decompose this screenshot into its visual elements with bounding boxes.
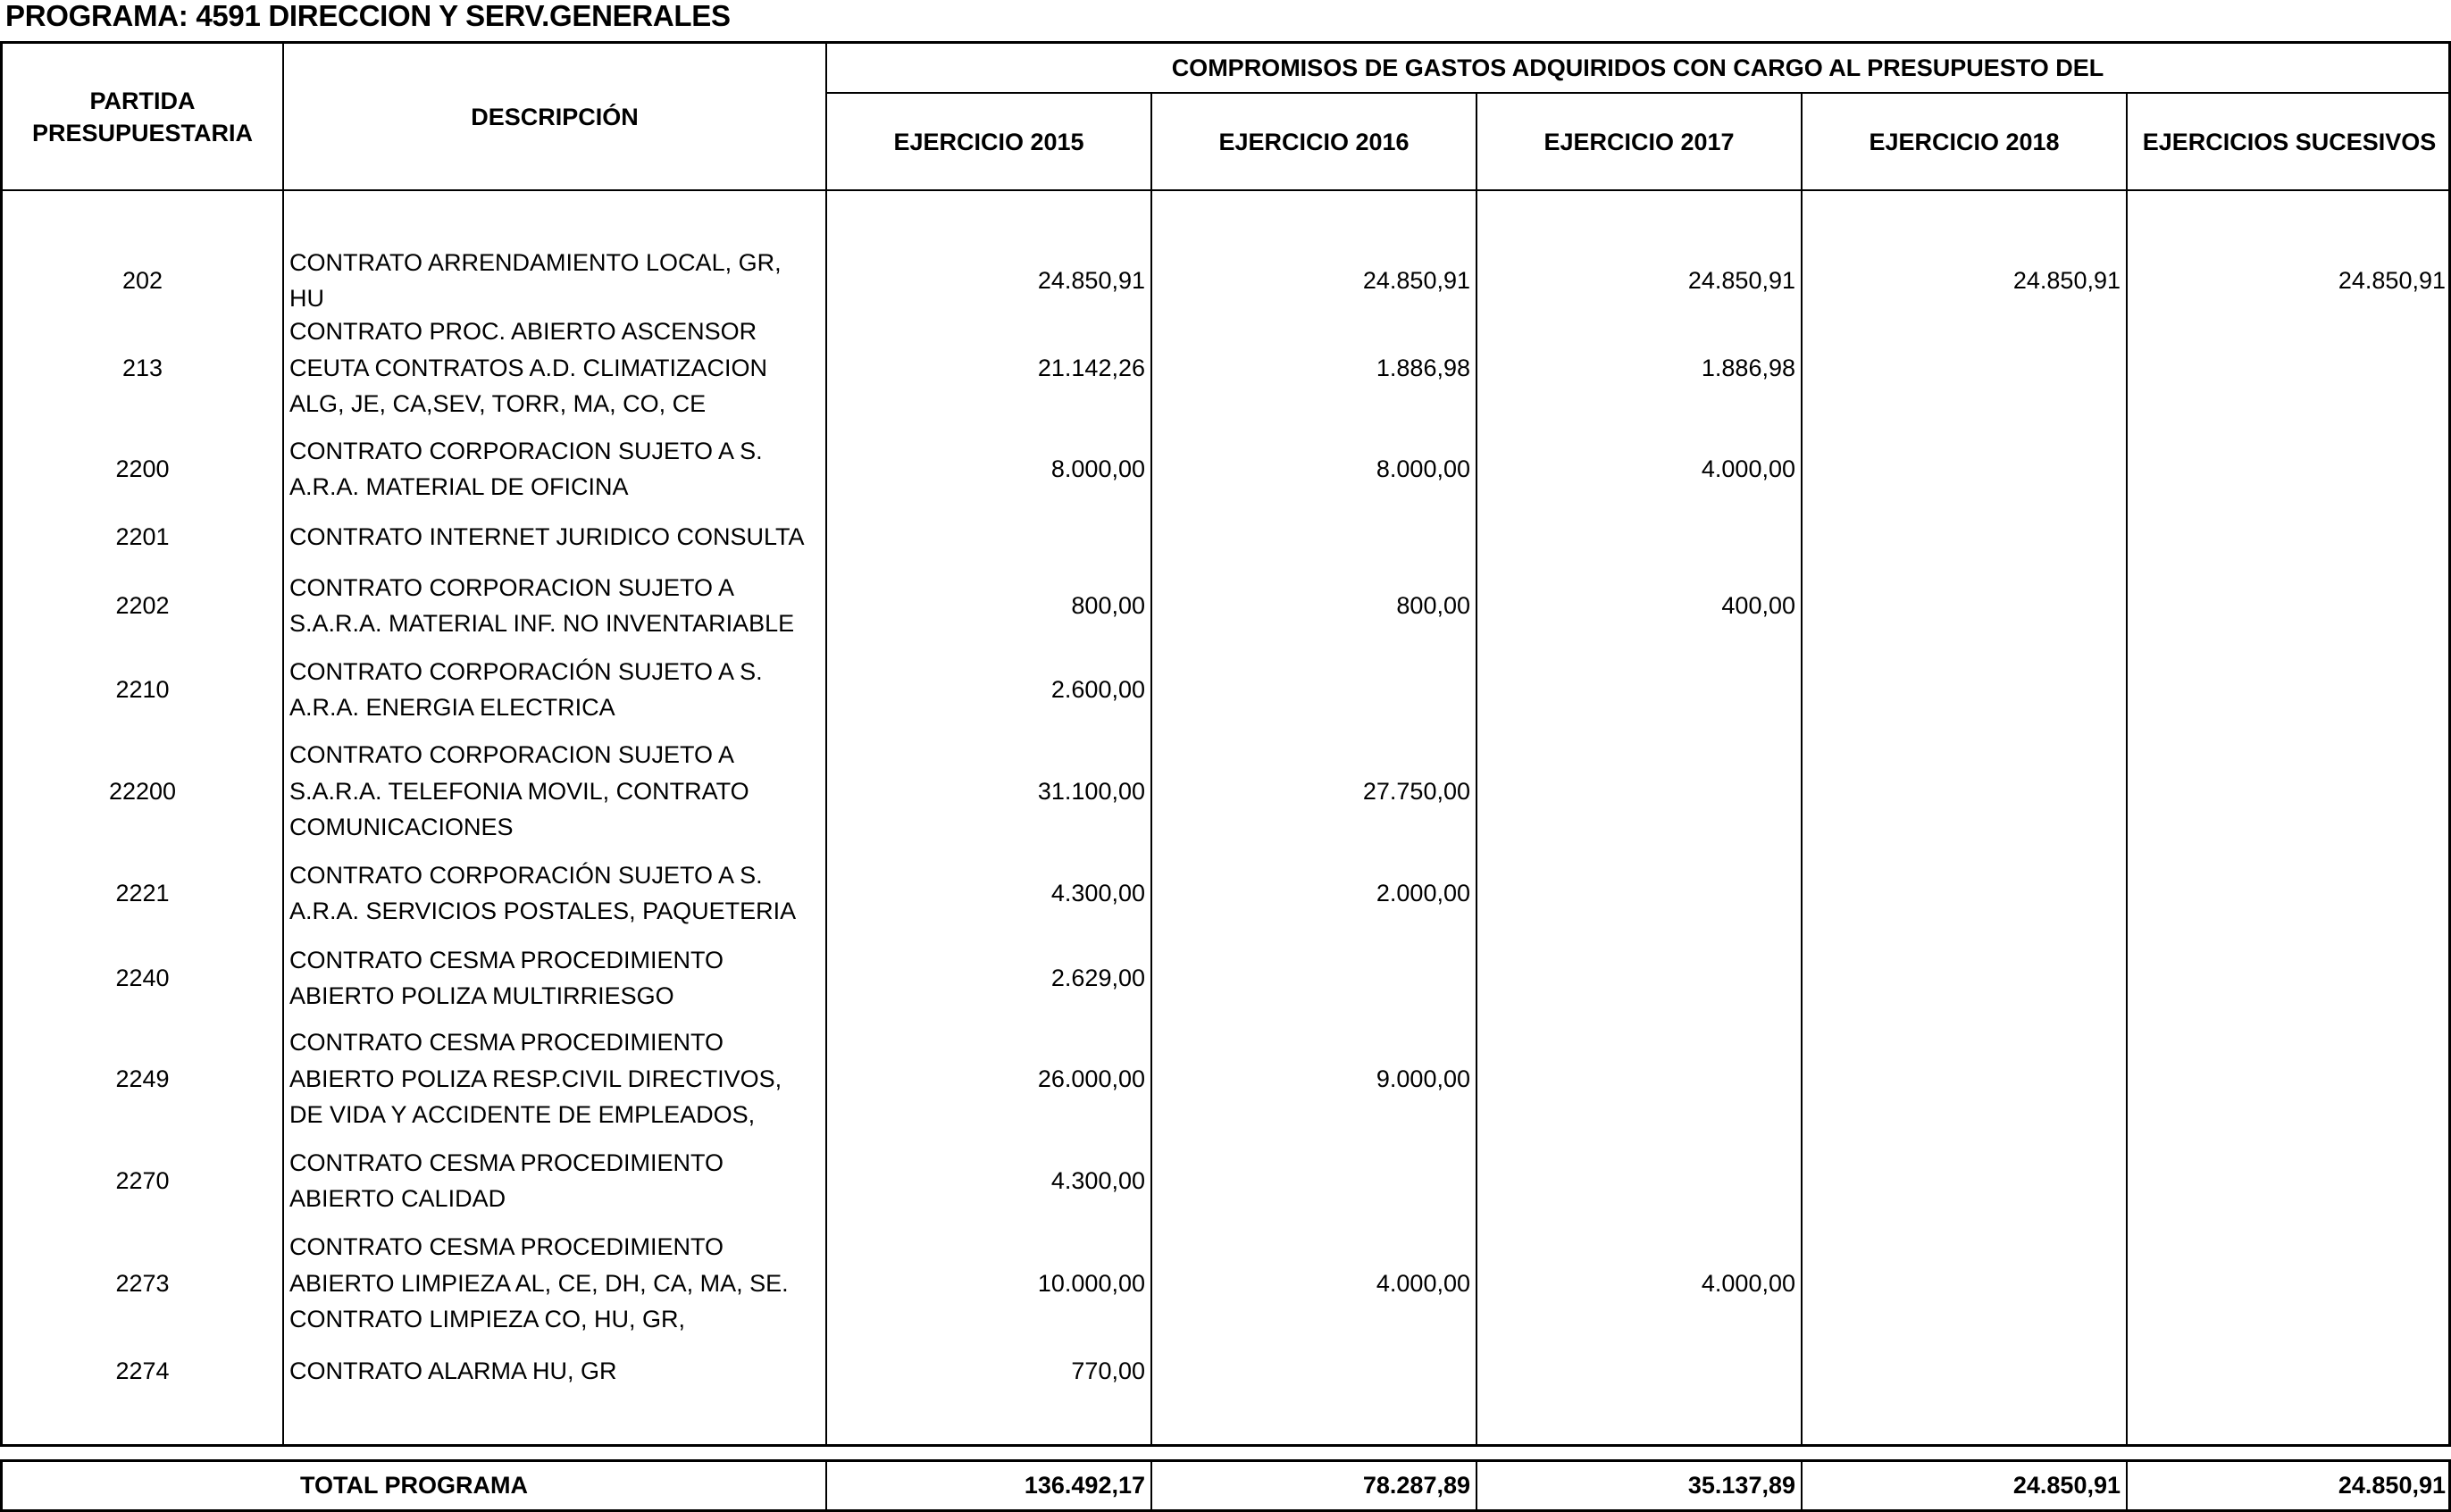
descripcion-cell: CONTRATO CORPORACION SUJETO A S.A.R.A. TELEFONIA MOVIL, CONTRATO COMUNICACIONES [289, 741, 749, 841]
amount-cell [2128, 430, 2451, 507]
amount-cell: 4.000,00 [1376, 1269, 1470, 1297]
total-amount: 136.492,17 [1024, 1472, 1145, 1499]
partida-cell: 213 [121, 354, 163, 381]
amount-cell [2128, 940, 2451, 1016]
total-amount: 24.850,91 [2338, 1472, 2446, 1499]
total-label: TOTAL PROGRAMA [300, 1472, 528, 1499]
amount-cell: 800,00 [1396, 591, 1470, 619]
amount-cell [1803, 567, 2126, 644]
amount-cell [1803, 651, 2126, 728]
amount-cell: 31.100,00 [1037, 777, 1145, 805]
partida-cell: 2273 [115, 1269, 170, 1297]
amount-cell: 26.000,00 [1037, 1065, 1145, 1092]
amount-cell: 2.600,00 [1050, 675, 1145, 703]
amount-cell: 24.850,91 [1687, 266, 1795, 294]
descripcion-cell: CONTRATO ARRENDAMIENTO LOCAL, GR, HU [289, 248, 782, 312]
amount-cell [1803, 430, 2126, 507]
amount-cell [2128, 515, 2451, 558]
partida-cell: 2270 [115, 1166, 170, 1194]
partida-cell: 2274 [115, 1357, 170, 1384]
amount-cell [1477, 1349, 1801, 1392]
header-partida: PARTIDA PRESUPUESTARIA [31, 88, 254, 146]
amount-cell: 27.750,00 [1362, 777, 1470, 805]
amount-cell [1803, 1023, 2126, 1134]
amount-cell: 4.300,00 [1050, 1166, 1145, 1194]
amount-cell: 24.850,91 [2012, 266, 2121, 294]
amount-cell [2128, 1228, 2451, 1339]
header-year: EJERCICIOS SUCESIVOS [2142, 128, 2437, 155]
amount-cell [1477, 1023, 1801, 1134]
amount-cell [1803, 940, 2126, 1016]
amount-cell [2128, 736, 2451, 847]
amount-cell [2128, 855, 2451, 931]
descripcion-cell: CONTRATO CORPORACIÓN SUJETO A S. A.R.A. ENERGIA ELECTRICA [289, 657, 763, 721]
amount-cell: 21.142,26 [1037, 354, 1145, 381]
amount-cell: 1.886,98 [1376, 354, 1470, 381]
amount-cell [827, 515, 1150, 558]
descripcion-cell: CONTRATO ALARMA HU, GR [289, 1357, 617, 1384]
amount-cell: 400,00 [1721, 591, 1795, 619]
amount-cell [1152, 940, 1476, 1016]
amount-cell [1477, 736, 1801, 847]
header-year: EJERCICIO 2017 [1543, 128, 1735, 155]
amount-cell: 2.629,00 [1050, 964, 1145, 991]
header-descripcion: DESCRIPCIÓN [471, 104, 639, 130]
amount-cell [1803, 1349, 2126, 1392]
descripcion-cell: CONTRATO INTERNET JURIDICO CONSULTA [289, 522, 805, 550]
partida-cell: 2249 [115, 1065, 170, 1092]
amount-cell [2128, 567, 2451, 644]
partida-cell: 2201 [115, 522, 170, 550]
total-amount: 78.287,89 [1362, 1472, 1470, 1499]
amount-cell [1803, 313, 2126, 423]
amount-cell: 800,00 [1071, 591, 1145, 619]
amount-cell: 1.886,98 [1701, 354, 1795, 381]
amount-cell [1803, 736, 2126, 847]
descripcion-cell: CONTRATO CORPORACIÓN SUJETO A S. A.R.A. SERVICIOS POSTALES, PAQUETERIA [289, 861, 797, 924]
amount-cell: 8.000,00 [1376, 455, 1470, 482]
amount-cell [1477, 1142, 1801, 1219]
amount-cell: 8.000,00 [1050, 455, 1145, 482]
total-amount: 24.850,91 [2012, 1472, 2121, 1499]
amount-cell: 24.850,91 [2338, 266, 2446, 294]
descripcion-cell: CONTRATO CESMA PROCEDIMIENTO ABIERTO POLIZA RESP.CIVIL DIRECTIVOS, DE VIDA Y ACCIDENTE DE EMPLEADOS, [289, 1029, 782, 1129]
amount-cell: 4.300,00 [1050, 879, 1145, 906]
amount-cell [1477, 940, 1801, 1016]
descripcion-cell: CONTRATO CESMA PROCEDIMIENTO ABIERTO CALIDAD [289, 1149, 724, 1212]
descripcion-cell: CONTRATO CORPORACION SUJETO A S.A.R.A. MATERIAL INF. NO INVENTARIABLE [289, 573, 795, 637]
amount-cell: 9.000,00 [1376, 1065, 1470, 1092]
descripcion-cell: CONTRATO PROC. ABIERTO ASCENSOR CEUTA CONTRATOS A.D. CLIMATIZACION ALG, JE, CA,SEV, TORR, MA, CO, CE [289, 318, 768, 418]
header-year: EJERCICIO 2015 [893, 128, 1084, 155]
amount-cell [1803, 1228, 2126, 1339]
amount-cell: 24.850,91 [1362, 266, 1470, 294]
header-year: EJERCICIO 2016 [1218, 128, 1410, 155]
amount-cell: 4.000,00 [1701, 1269, 1795, 1297]
header-year: EJERCICIO 2018 [1869, 128, 2060, 155]
partida-cell: 2210 [115, 675, 170, 703]
amount-cell: 10.000,00 [1037, 1269, 1145, 1297]
amount-cell [2128, 1349, 2451, 1392]
partida-cell: 22200 [108, 777, 177, 805]
descripcion-cell: CONTRATO CESMA PROCEDIMIENTO ABIERTO POLIZA MULTIRRIESGO [289, 946, 724, 1009]
amount-cell [1152, 1142, 1476, 1219]
amount-cell [1477, 515, 1801, 558]
amount-cell: 2.000,00 [1376, 879, 1470, 906]
amount-cell [1477, 855, 1801, 931]
partida-cell: 2240 [115, 964, 170, 991]
amount-cell [2128, 1142, 2451, 1219]
amount-cell [1477, 651, 1801, 728]
partida-cell: 202 [121, 266, 163, 294]
amount-cell [1803, 855, 2126, 931]
total-amount: 35.137,89 [1687, 1472, 1795, 1499]
partida-cell: 2221 [115, 879, 170, 906]
descripcion-cell: CONTRATO CESMA PROCEDIMIENTO ABIERTO LIMPIEZA AL, CE, DH, CA, MA, SE. CONTRATO LIMPIEZA CO, HU, GR, [289, 1233, 789, 1333]
amount-cell: 24.850,91 [1037, 266, 1145, 294]
amount-cell [2128, 651, 2451, 728]
amount-cell [1152, 651, 1476, 728]
amount-cell [1803, 1142, 2126, 1219]
descripcion-cell: CONTRATO CORPORACION SUJETO A S. A.R.A. MATERIAL DE OFICINA [289, 437, 763, 500]
program-title: PROGRAMA: 4591 DIRECCION Y SERV.GENERALES [5, 0, 731, 32]
amount-cell [2128, 1023, 2451, 1134]
header-compromisos: COMPROMISOS DE GASTOS ADQUIRIDOS CON CARGO AL PRESUPUESTO DEL [1171, 54, 2104, 81]
amount-cell [1152, 515, 1476, 558]
amount-cell [1803, 515, 2126, 558]
partida-cell: 2200 [115, 455, 170, 482]
amount-cell: 770,00 [1071, 1357, 1145, 1384]
amount-cell [2128, 313, 2451, 423]
amount-cell: 4.000,00 [1701, 455, 1795, 482]
amount-cell [1152, 1349, 1476, 1392]
partida-cell: 2202 [115, 591, 170, 619]
